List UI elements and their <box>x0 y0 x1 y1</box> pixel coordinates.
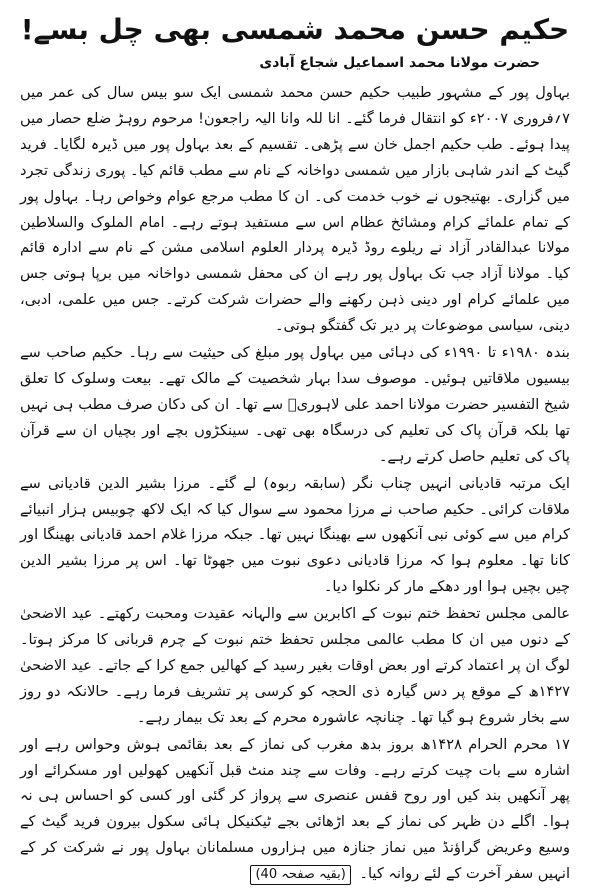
paragraph-5 <box>20 732 570 887</box>
continued-on-page-note: (بقیہ صفحہ 40) <box>250 865 350 885</box>
paragraph-1: بہاول پور کے مشہور طبیب حکیم حسن محمد شمسی ایک سو بیس سال کی عمر میں ۷؍فروری ۲۰۰۷ء کو انتقال فرما گئے۔ انا للہ وانا الیہ راجعون! مرحوم روہڑ ضلع حصار میں پیدا ہوئے۔ طب حکیم اجمل خان سے پڑھی۔ تقسیم کے بعد بہاول پور میں ڈیرہ لگایا۔ فرید گیٹ کے اندر شاہی بازار میں شمسی دواخانہ کے نام سے مطب قائم کیا۔ پوری زندگی تجرد میں گزاری۔ بھتیجوں نے خوب خدمت کی۔ ان کا مطب مرجع عوام وخواص رہا۔ بہاول پور کے تمام علمائے کرام ومشائخ عظام اس سے مستفید ہوتے رہے۔ امام الملوک والسلاطین مولانا عبدالقادر آزاد نے ریلوے روڈ ڈیرہ پردار العلوم اسلامی مشن کے نام سے ادارہ قائم کیا۔ مولانا آزاد جب تک بہاول پور رہے ان کی محفل شمسی دواخانہ میں برپا ہوتی جس میں علمائے کرام اور دینی ذہن رکھنے والے حضرات شرکت کرتے۔ جس میں علمی، ادبی، دینی، سیاسی موضوعات پر دیر تک گفتگو ہوتی۔ <box>20 84 570 335</box>
paragraph-5-text: ۱۷ محرم الحرام ۱۴۲۸ھ بروز بدھ مغرب کی نماز کے بعد بقائمی ہوش وحواس رہے اور اشارہ سے بات چیت کرتے رہے۔ وفات سے چند منٹ قبل آنکھیں کھولیں اور مسکرائے اور پھر آنکھیں بند کیں اور روح قفس عنصری سے پرواز کر گئی اور کسی کو احساس ہی نہ ہوا۔ اگلے دن ظہر کی نماز کے بعد اڑھائی بجے ٹیکنیکل ہائی سکول بیرون فرید گیٹ کے وسیع وعریض گراؤنڈ میں نماز جنازہ میں ہزاروں مسلمانان بہاول پور نے شرکت کر کے انہیں سفر آخرت کے لئے روانہ کیا۔ <box>20 735 570 883</box>
author-byline: حضرت مولانا محمد اسماعیل شجاع آبادی <box>259 55 540 71</box>
paragraph-4: عالمی مجلس تحفظ ختم نبوت کے اکابرین سے والہانہ عقیدت ومحبت رکھتے۔ عید الاضحیٰ کے دنوں میں ان کا مطب عالمی مجلس تحفظ ختم نبوت کے چرم قربانی کا مرکز ہوتا۔ لوگ ان پر اعتماد کرتے اور بعض اوقات بغیر رسید کے کھالیں جمع کرا کے جاتے۔ عید الاضحیٰ ۱۴۲۷ھ کے موقع پر دس گیارہ ذی الحجہ کو کرسی پر تشریف فرما رہے۔ حالانکہ دو روز سے بخار شروع ہو گیا تھا۔ چنانچہ عاشورہ محرم کے بعد تک بیمار رہے۔ <box>20 605 570 726</box>
paragraph-2: بندہ ۱۹۸۰ء تا ۱۹۹۰ء کی دہائی میں بہاول پور مبلغ کی حیثیت سے رہا۔ حکیم صاحب سے بیسیوں ملاقاتیں ہوئیں۔ موصوف سدا بہار شخصیت کے مالک تھے۔ بیعت وسلوک کا تعلق شیخ التفسیر حضرت مولانا احمد علی لاہوریؒ سے تھا۔ ان کی دکان صرف مطب ہی نہیں تھا بلکہ قرآن پاک کی تعلیم کی درسگاہ بھی تھی۔ سینکڑوں بچے اور بچیاں ان سے قرآن پاک کی تعلیم حاصل کرتے رہے۔ <box>20 344 570 465</box>
article-title: حکیم حسن محمد شمسی بھی چل بسے! <box>20 13 570 46</box>
paragraph-3: ایک مرتبہ قادیانی انہیں چناب نگر (سابقہ ربوہ) لے گئے۔ مرزا بشیر الدین قادیانی سے ملاقات کرائی۔ حکیم صاحب نے مرزا محمود سے سوال کیا کہ ایک لاکھ چوبیس ہزار انبیائے کرام میں سے کوئی نبی آنکھوں سے بھینگا نہیں تھا۔ جبکہ مرزا غلام احمد قادیانی بھینگا اور کانا تھا۔ معلوم ہوا کہ مرزا قادیانی دعوی نبوت میں جھوٹا تھا۔ اس پر مرزا بشیر الدین چیں بچیں ہوا اور دھکے مار کر نکلوا دیا۔ <box>20 474 570 596</box>
